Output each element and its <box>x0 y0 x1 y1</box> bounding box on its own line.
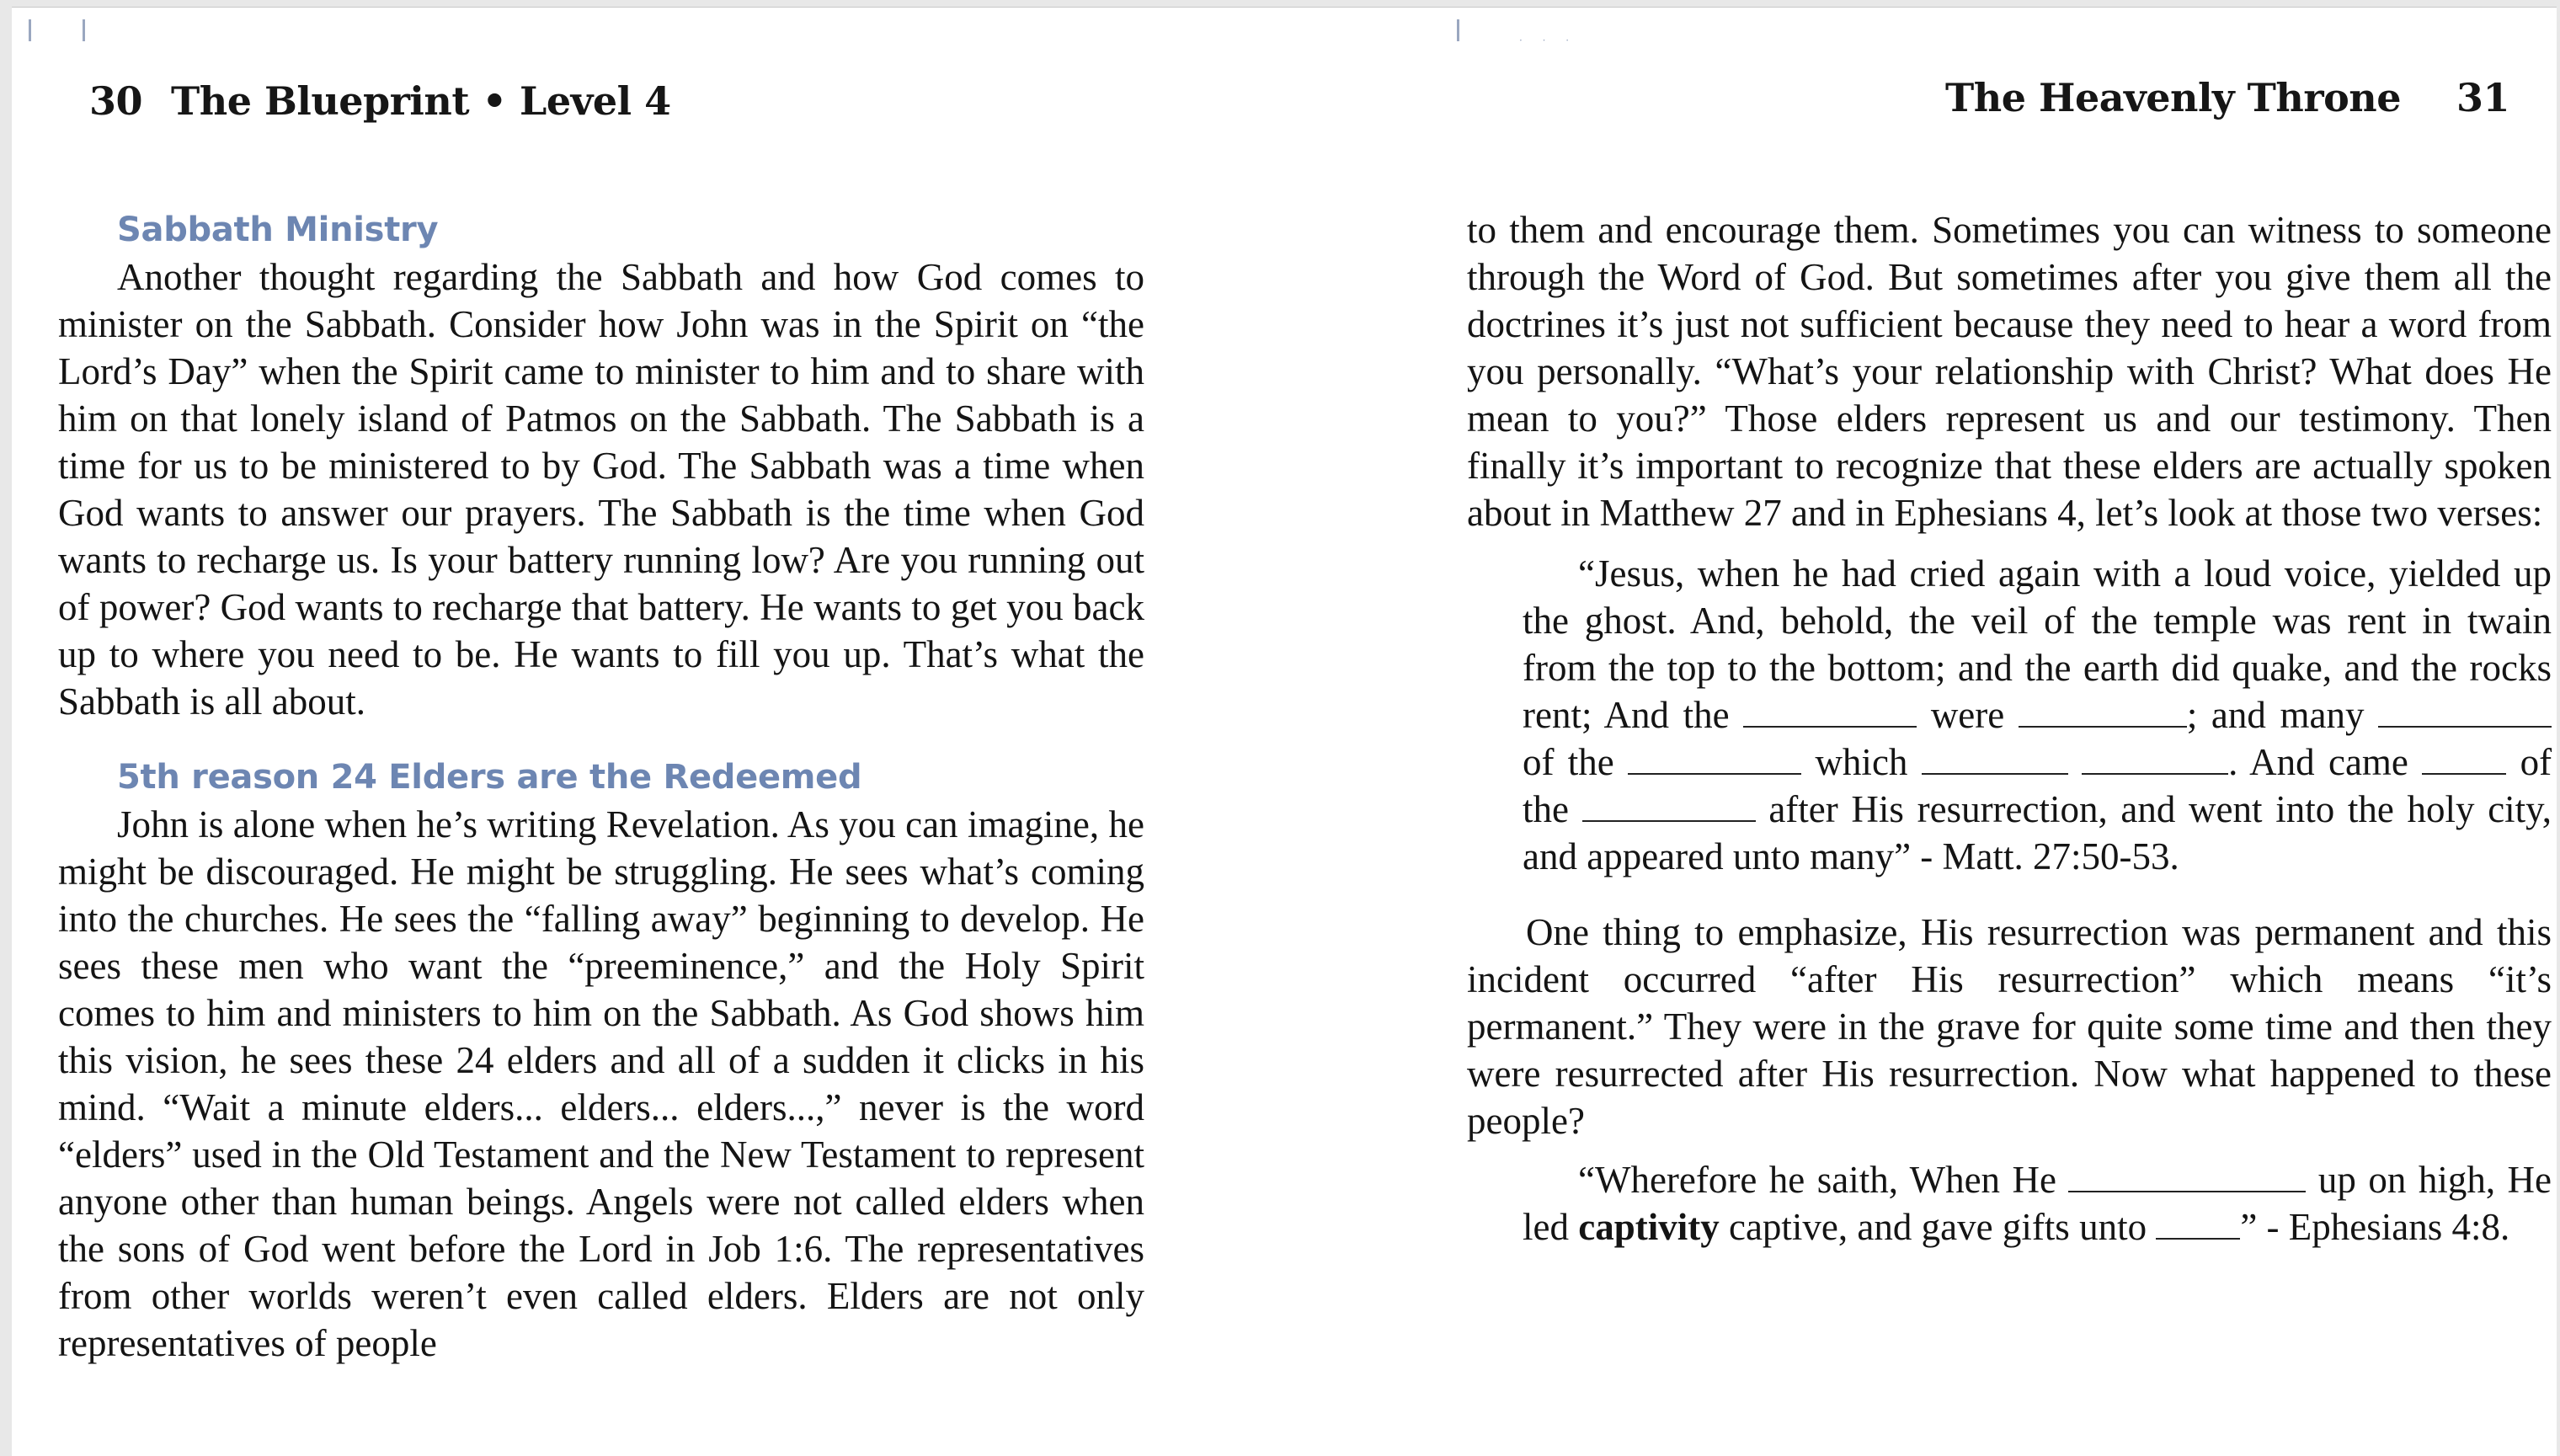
quote-text: “Wherefore he saith, When He <box>1578 1159 2056 1201</box>
bold-word: captivity <box>1578 1206 1720 1248</box>
body-paragraph: Another thought regarding the Sabbath and how God comes to minister on the Sabbath. Consider how John was in the Spirit on “the Lord’s Day” when the Spirit came to minister to him and to share with him on that lonely island of Patmos on the Sabbath. The Sabbath is a time for us to be ministered to by God. The Sabbath was a time when God wants to answer our prayers. The Sabbath is the time when God wants to recharge us. Is your battery running low? Are you running out of power? God wants to recharge that battery. He wants to get you back up to where you need to be. He wants to fill you up. That’s what the Sabbath is all about. <box>58 256 1144 723</box>
right-page <box>1292 8 2557 1456</box>
fill-in-blank[interactable] <box>2378 692 2552 728</box>
crop-mark-dots: · · · <box>1519 35 1578 46</box>
fill-in-blank[interactable] <box>2156 1204 2240 1240</box>
fill-in-blank[interactable] <box>1582 787 1756 822</box>
quote-text: ; and many <box>2186 694 2365 736</box>
fill-in-blank[interactable] <box>2019 692 2187 728</box>
running-title: The Blueprint • Level 4 <box>171 78 671 124</box>
fill-in-blank[interactable] <box>2068 1157 2306 1192</box>
body-paragraph: John is alone when he’s writing Revelation. As you can imagine, he might be discouraged. He might be struggling. He sees what’s coming into the churches. He sees the “falling away” beginning to develop. He sees these men who want the “preeminence,” and the Holy Spirit comes to him and ministers to him on the Sabbath. As God shows him this vision, he sees these 24 elders and all of a sudden it clicks in his mind. “Wait a minute elders... elders... elders...,” never is the word “elders” used in the Old Testament and the New Testament to represent anyone other than human beings. Angels were not called elders when the sons of God went before the Lord in Job 1:6. The representatives from other worlds weren’t even called elders. Elders are not only representatives of people <box>58 803 1144 1364</box>
running-title: The Heavenly Throne <box>1945 75 2401 120</box>
quote-text: “Jesus, when he had cried again with a loud voice, yielded up the ghost. And, behold, the veil of the temple was rent in twain from the top to the bottom; and the earth did quake, and the rocks rent; And the <box>1523 552 2552 736</box>
left-running-head <box>89 78 671 124</box>
fill-in-blank[interactable] <box>1628 739 1801 775</box>
quote-text: of the <box>1523 741 2552 830</box>
quote-text: of the <box>1523 741 1614 783</box>
quote-text: ” - Ephesians 4:8. <box>2240 1206 2510 1248</box>
quote-text: after His resurrection, and went into the holy city, and appeared unto many” - Matt. 27:50-53. <box>1523 788 2552 877</box>
page-number: 30 <box>89 78 143 124</box>
fill-in-blank[interactable] <box>2422 739 2506 775</box>
scripture-quote <box>1523 550 2552 880</box>
quote-text: . And came <box>2228 741 2408 783</box>
section-heading: 5th reason 24 Elders are the Redeemed <box>117 758 862 797</box>
left-page <box>12 8 1292 1456</box>
body-paragraph: to them and encourage them. Sometimes you can witness to someone through the Word of God. But sometimes after you give them all the doctrines it’s just not sufficient because they need to hear a word from you personally. “What’s your relationship with Christ? What does He mean to you?” Those elders represent us and our testimony. Then finally it’s important to recognize that these elders are actually spoken about in Matthew 27 and in Ephesians 4, let’s look at those two verses: <box>1467 209 2552 534</box>
book-spread <box>12 7 2557 1456</box>
page-number: 31 <box>2456 75 2509 120</box>
quote-text: which <box>1815 741 1908 783</box>
fill-in-blank[interactable] <box>2082 739 2228 775</box>
fill-in-blank[interactable] <box>1922 739 2068 775</box>
scripture-quote <box>1523 1156 2552 1251</box>
left-column <box>58 206 1144 1367</box>
quote-text: were <box>1930 694 2005 736</box>
section-heading: Sabbath Ministry <box>117 211 439 249</box>
quote-text: captive, and gave gifts unto <box>1728 1206 2147 1248</box>
body-paragraph: One thing to emphasize, His resurrection was permanent and this incident occurred “after His resurrection” which means “it’s permanent.” They were in the grave for quite some time and then they were resurrected after His resurrection. Now what happened to these people? <box>1467 911 2552 1142</box>
quote-text: up on high, He led <box>1523 1159 2552 1248</box>
fill-in-blank[interactable] <box>1743 692 1917 728</box>
right-running-head <box>1945 75 2509 120</box>
right-column <box>1467 206 2552 1251</box>
